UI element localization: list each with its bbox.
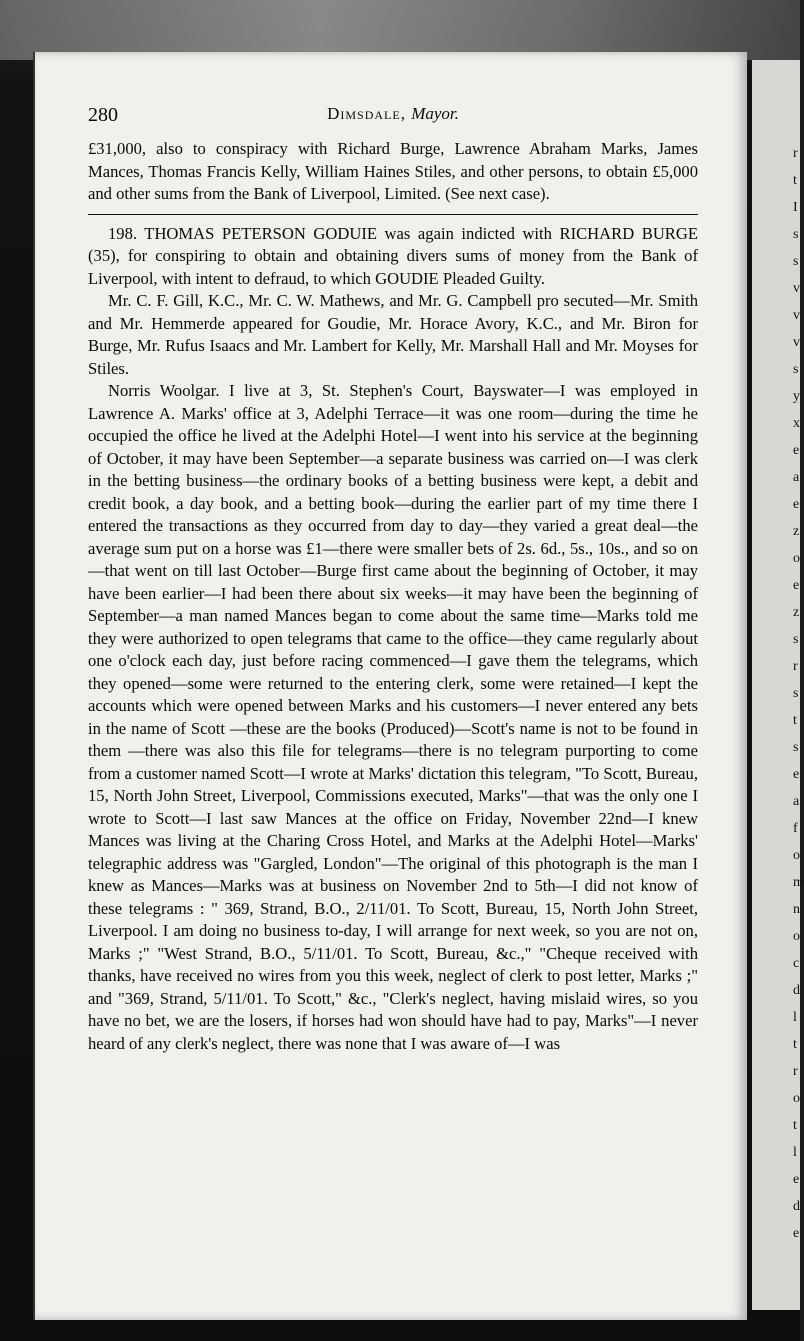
- facing-page-letter: z: [793, 605, 800, 620]
- facing-page-letter: y: [793, 389, 800, 404]
- facing-page-letter: a: [793, 470, 800, 485]
- facing-page-letter: I: [793, 200, 798, 215]
- facing-page-letter: v: [793, 308, 800, 323]
- facing-page-letter: e: [793, 1226, 800, 1241]
- facing-page-letter: c: [793, 956, 800, 971]
- facing-page-letter: e: [793, 578, 800, 593]
- facing-page-letter: m: [793, 875, 804, 890]
- page-content: [88, 100, 698, 1055]
- facing-page-letter: s: [793, 632, 799, 647]
- facing-page-letter: s: [793, 254, 799, 269]
- scan-top-edge: [0, 0, 800, 60]
- page-header: [88, 100, 698, 134]
- page-number: 280: [88, 104, 118, 126]
- facing-page-letter: t: [793, 713, 797, 728]
- facing-page-letter: l: [793, 1145, 797, 1160]
- facing-page-letter: o: [793, 551, 800, 566]
- facing-page-letter: e: [793, 497, 800, 512]
- facing-page-letter: t: [793, 173, 797, 188]
- running-head: [88, 104, 698, 124]
- facing-page-letter: s: [793, 362, 799, 377]
- facing-page-letter: e: [793, 767, 800, 782]
- facing-page-letter: d: [793, 983, 800, 998]
- facing-page-letter: v: [793, 281, 800, 296]
- facing-page-letter: r: [793, 146, 798, 161]
- facing-page-letter: v: [793, 335, 800, 350]
- running-head-title: Mayor.: [411, 104, 459, 123]
- facing-page-letter: s: [793, 686, 799, 701]
- facing-page-letter: s: [793, 227, 799, 242]
- facing-page-letter: t: [793, 1037, 797, 1052]
- running-head-name: Dimsdale,: [327, 104, 406, 123]
- facing-page-letter: f: [793, 821, 798, 836]
- paragraph-counsel: Mr. C. F. Gill, K.C., Mr. C. W. Mathews, and Mr. G. Campbell pro secuted—Mr. Smith and Mr. Hemmerde appeared for Goudie, Mr. Horace Avory, K.C., and Mr. Biron for Burge, Mr. Rufus Isaacs and Mr. Lambert for Kelly, Mr. Marshall Hall and Mr. Moyses for Stiles.: [88, 291, 698, 378]
- facing-page-letter: o: [793, 1091, 800, 1106]
- facing-page-margin-text: [793, 140, 804, 1247]
- facing-page-letter: d: [793, 1199, 800, 1214]
- paragraph-testimony: Norris Woolgar. I live at 3, St. Stephen's Court, Bayswater—I was employed in Lawrence A. Marks' office at 3, Adelphi Terrace—it was one room—during the time he occupied the office he lived at the Adelphi Hotel—I went into his service at the beginning of October, it may have been September—a separate business was carried on—I was clerk in the betting business—the ordinary books of a betting business were kept, a debit and credit book, a day book, and a betting book—during the earlier part of my time there I entered the transactions as they occurred from day to day—they varied a great deal—the average sum put on a horse was £1—there were smaller bets of 2s. 6d., 5s., 10s., and so on—that went on till last October—Burge first came about the beginning of October, it may have been earlier—I had been there about six weeks—it may have been the beginning of September—a man named Mances began to come about the same time—Marks told me they were authorized to open telegrams that came to the office—they came regularly about one o'clock each day, just before racing commenced—I gave them the telegrams, which they opened—some were returned to the entering clerk, some were retained—I kept the accounts which were opened between Marks and his customers—I never entered any bets in the name of Scott —these are the books (Produced)—Scott's name is not to be found in them —there was also this file for telegrams—there is no telegram purporting to come from a customer named Scott—I wrote at Marks' dictation this telegram, "To Scott, Bureau, 15, North John Street, Liverpool, Commissions executed, Marks"—that was the only one I wrote to Scott—I last saw Mances at the office on Friday, November 22nd—I knew Mances was living at the Charing Cross Hotel, and Marks at the Adelphi Hotel—Marks' telegraphic address was "Gargled, London"—The original of this photograph is the man I knew as Mances—Marks was at business on November 2nd to 5th—I did not know of these telegrams : " 369, Strand, B.O., 2/11/01. To Scott, Bureau, 15, North John Street, Liverpool. I am doing no business to-day, I will arrange for next week, so you are not on, Marks ;" "West Strand, B.O., 5/11/01. To Scott, Bureau, &c.," "Cheque received with thanks, have received no wires from you this week, neglect of clerk to post letter, Marks ;" and "369, Strand, 5/11/01. To Scott," &c., "Clerk's neglect, having mislaid wires, so you have no bet, we are the losers, if horses had won should have had to pay, Marks"—I never heard of any clerk's neglect, there was none that I was aware of—I was: [88, 381, 698, 1053]
- facing-page-letter: t: [793, 1118, 797, 1133]
- paragraph-continuation: £31,000, also to conspiracy with Richard Burge, Lawrence Abraham Marks, James Mances, Thomas Francis Kelly, William Haines Stiles, and other persons, to obtain £5,000 and other sums from the Bank of Liverpool, Limited. (See next case).: [88, 139, 698, 203]
- paragraph-indictment: 198. THOMAS PETERSON GODUIE was again indicted with RICHARD BURGE (35), for conspiring to obtain and obtaining divers sums of money from the Bank of Liverpool, with intent to defraud, to which GOUDIE Pleaded Guilty.: [88, 223, 698, 288]
- facing-page-letter: z: [793, 524, 800, 539]
- facing-page-letter: e: [793, 1172, 800, 1187]
- facing-page-letter: o: [793, 848, 800, 863]
- facing-page-letter: r: [793, 659, 798, 674]
- facing-page-letter: e: [793, 443, 800, 458]
- facing-page-letter: r: [793, 1064, 798, 1079]
- case-divider: [88, 214, 698, 215]
- facing-page-letter: n: [793, 902, 800, 917]
- facing-page-letter: s: [793, 740, 799, 755]
- facing-page-letter: o: [793, 929, 800, 944]
- facing-page-letter: x: [793, 416, 800, 431]
- facing-page-letter: l: [793, 1010, 797, 1025]
- facing-page-letter: a: [793, 794, 800, 809]
